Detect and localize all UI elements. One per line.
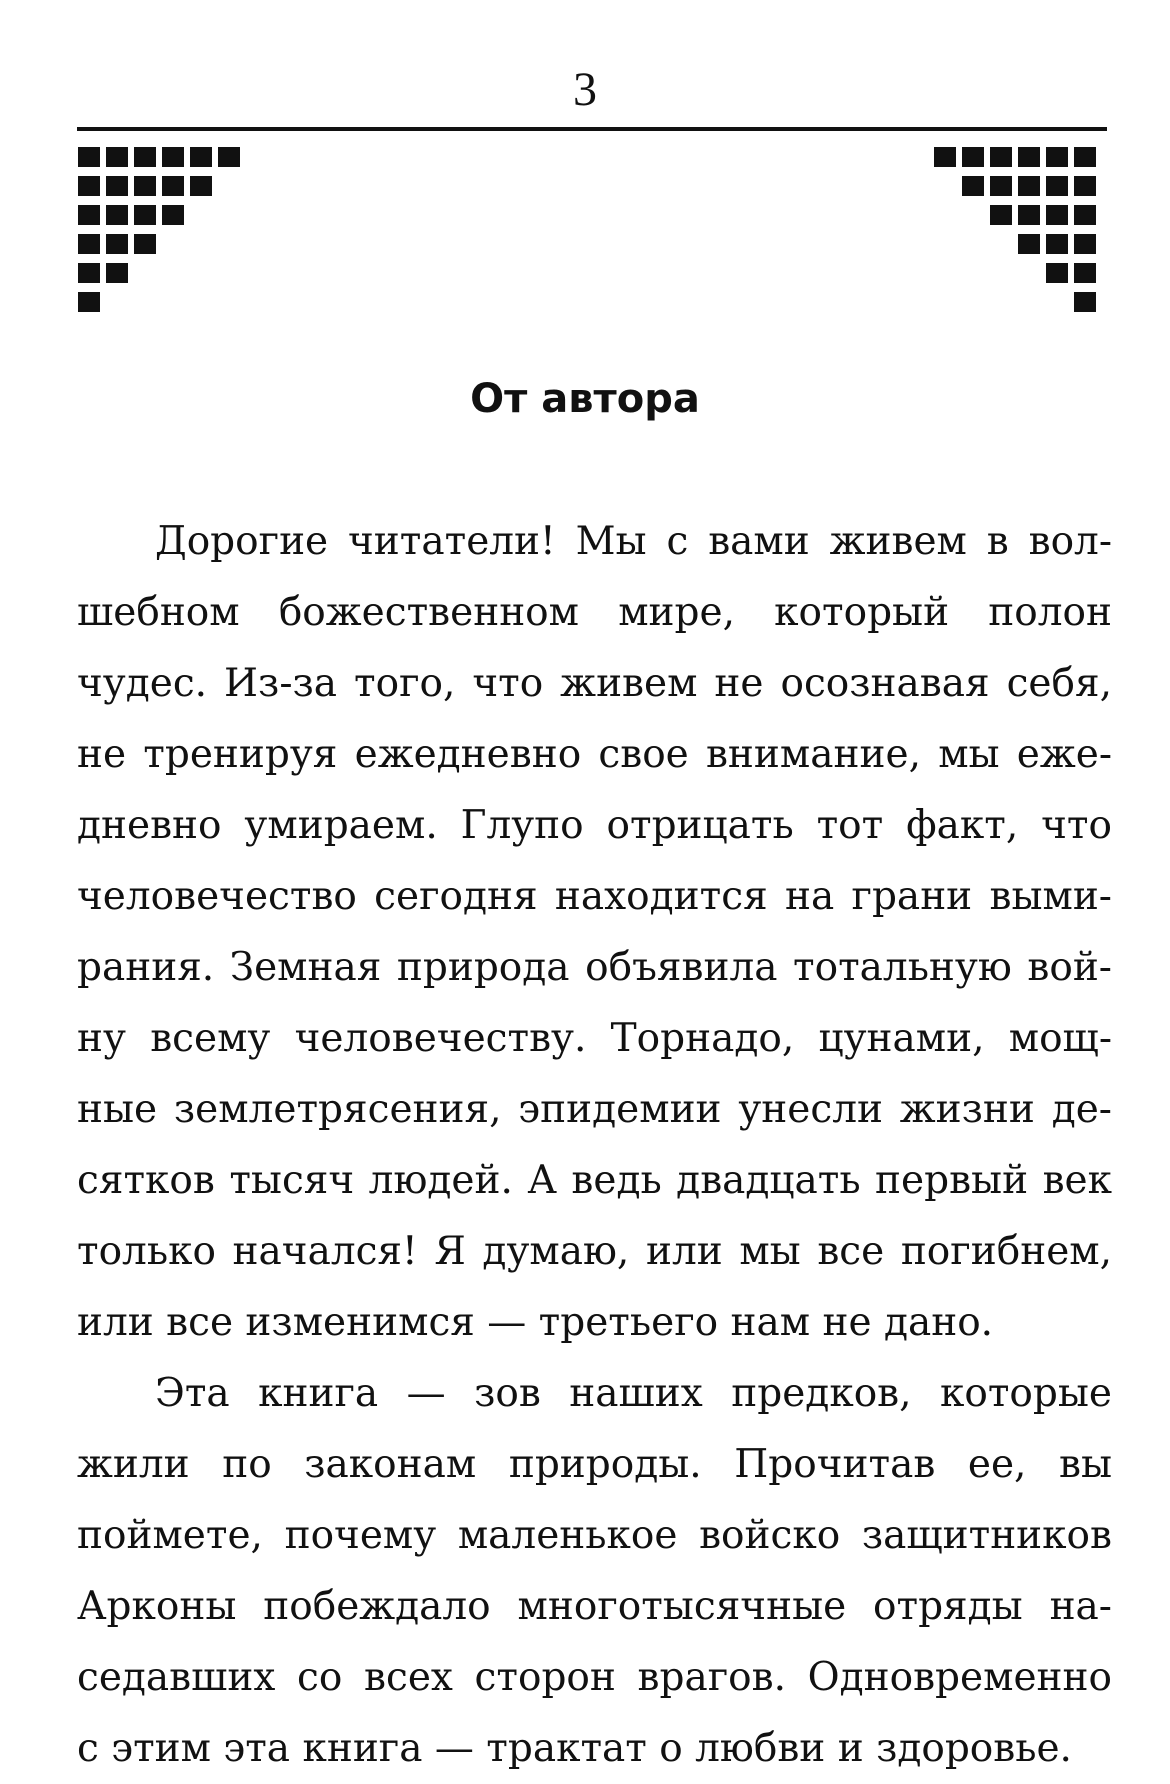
ornament-square — [162, 147, 184, 167]
ornament-square — [1074, 263, 1096, 283]
ornament-square — [162, 205, 184, 225]
text-line: шебном божественном мире, который полон — [77, 590, 1112, 635]
ornament-square — [1018, 147, 1040, 167]
text-line: Арконы побеждало многотысячные отряды на- — [77, 1584, 1112, 1629]
text-line: сятков тысяч людей. А ведь двадцать первый век — [77, 1158, 1112, 1203]
text-line: только начался! Я думаю, или мы все погибнем, — [77, 1229, 1112, 1274]
corner-ornament-right-icon — [934, 147, 1104, 327]
text-line: поймете, почему маленькое войско защитников — [77, 1513, 1112, 1558]
text-line: с этим эта книга — трактат о любви и здоровье. — [77, 1726, 1072, 1771]
paragraph-2 — [77, 1358, 1112, 1784]
ornament-square — [1018, 205, 1040, 225]
text-line: дневно умираем. Глупо отрицать тот факт, что — [77, 803, 1112, 848]
ornament-square — [106, 205, 128, 225]
ornament-square — [934, 147, 956, 167]
ornament-square — [1074, 205, 1096, 225]
text-line: седавших со всех сторон врагов. Одновременно — [77, 1655, 1112, 1700]
text-line: жили по законам природы. Прочитав ее, вы — [77, 1442, 1112, 1487]
ornament-square — [1046, 147, 1068, 167]
ornament-square — [1046, 263, 1068, 283]
ornament-square — [990, 176, 1012, 196]
corner-ornament-left-icon — [78, 147, 248, 327]
ornament-square — [78, 176, 100, 196]
paragraph-1 — [77, 506, 1112, 1358]
ornament-square — [190, 176, 212, 196]
ornament-square — [78, 292, 100, 312]
text-line: Эта книга — зов наших предков, которые — [155, 1371, 1112, 1416]
ornament-square — [134, 205, 156, 225]
ornament-square — [106, 263, 128, 283]
ornament-square — [1018, 176, 1040, 196]
ornament-square — [162, 176, 184, 196]
ornament-square — [134, 176, 156, 196]
ornament-square — [962, 147, 984, 167]
ornament-square — [1046, 176, 1068, 196]
page-number: 3 — [573, 63, 597, 116]
ornament-square — [134, 147, 156, 167]
ornament-square — [1018, 234, 1040, 254]
ornament-square — [1074, 292, 1096, 312]
ornament-square — [78, 234, 100, 254]
text-line: ные землетрясения, эпидемии унесли жизни де- — [77, 1087, 1112, 1132]
ornament-square — [1046, 234, 1068, 254]
text-line: чудес. Из-за того, что живем не осознавая себя, — [77, 661, 1112, 706]
text-line: не тренируя ежедневно свое внимание, мы еже- — [77, 732, 1112, 777]
text-line: или все изменимся — третьего нам не дано. — [77, 1300, 994, 1345]
ornament-square — [990, 205, 1012, 225]
ornament-square — [962, 176, 984, 196]
ornament-square — [134, 234, 156, 254]
text-line: человечество сегодня находится на грани выми- — [77, 874, 1112, 919]
ornament-square — [1074, 176, 1096, 196]
ornament-square — [78, 263, 100, 283]
text-line: ну всему человечеству. Торнадо, цунами, мощ- — [77, 1016, 1112, 1061]
header-rule — [77, 127, 1107, 131]
ornament-square — [218, 147, 240, 167]
ornament-square — [78, 147, 100, 167]
ornament-square — [1074, 147, 1096, 167]
text-line: Дорогие читатели! Мы с вами живем в вол- — [155, 519, 1112, 564]
ornament-square — [106, 176, 128, 196]
chapter-title: От автора — [470, 376, 700, 422]
body-text — [77, 506, 1112, 1784]
ornament-square — [106, 147, 128, 167]
ornament-square — [990, 147, 1012, 167]
ornament-square — [190, 147, 212, 167]
ornament-square — [106, 234, 128, 254]
text-line: рания. Земная природа объявила тотальную вой- — [77, 945, 1112, 990]
ornament-square — [78, 205, 100, 225]
ornament-square — [1046, 205, 1068, 225]
ornament-square — [1074, 234, 1096, 254]
